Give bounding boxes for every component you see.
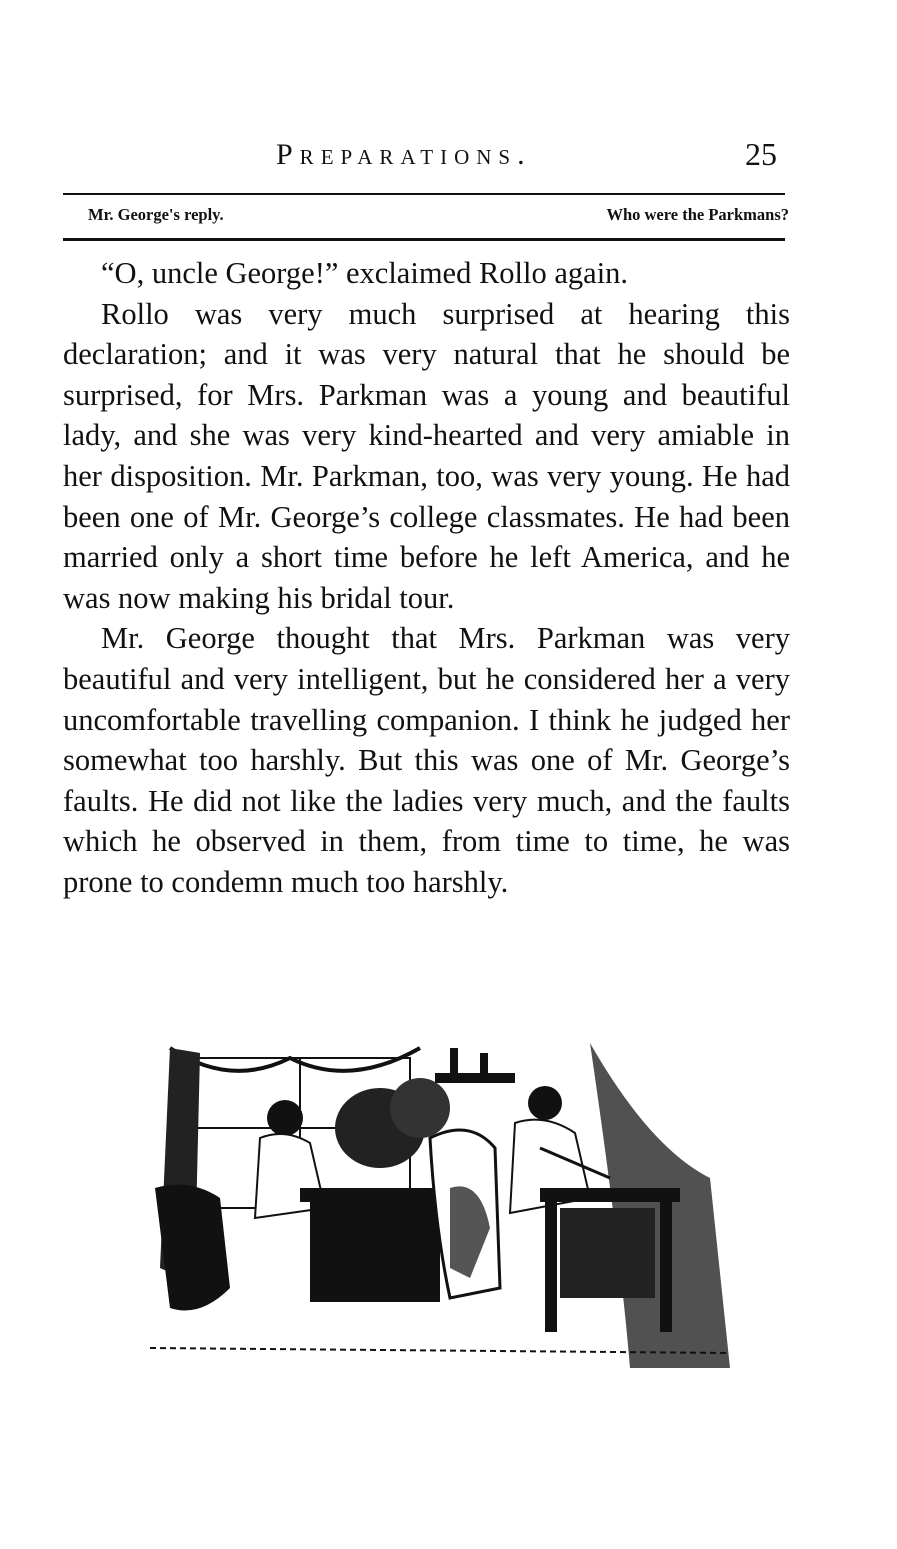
sidenote-left: Mr. George's reply.	[88, 205, 224, 224]
paragraph: “O, uncle George!” exclaimed Rollo again.	[101, 256, 629, 290]
paragraph: Mr. George thought that Mrs. Parkman was very beautiful and very intelligent, but he considered her a very uncomfortable travelling companion. I think he judged her somewhat too harshly. But this was one of Mr. George’s faults. He did not like the ladies very much, and the faults which he observed in them, from time to time, he was prone to condemn much too harshly.	[63, 621, 790, 899]
paragraph: Rollo was very much surprised at hearing this declaration; and it was very natural that he should be surprised, for Mrs. Parkman was a young and beautiful lady, and she was very kind-hearted and very amiable in her disposition. Mr. Parkman, too, was very young. He had been one of Mr. George’s college classmates. He had been married only a short time before he left America, and he was now making his bridal tour.	[63, 296, 790, 615]
header-rule-top	[63, 193, 785, 195]
engraving-illustration	[150, 1028, 730, 1368]
body-text	[63, 253, 790, 903]
sidenote-right: Who were the Parkmans?	[606, 205, 789, 224]
header-rule-bottom	[63, 238, 785, 241]
running-title: Preparations.	[276, 138, 532, 171]
page-number: 25	[745, 136, 777, 172]
